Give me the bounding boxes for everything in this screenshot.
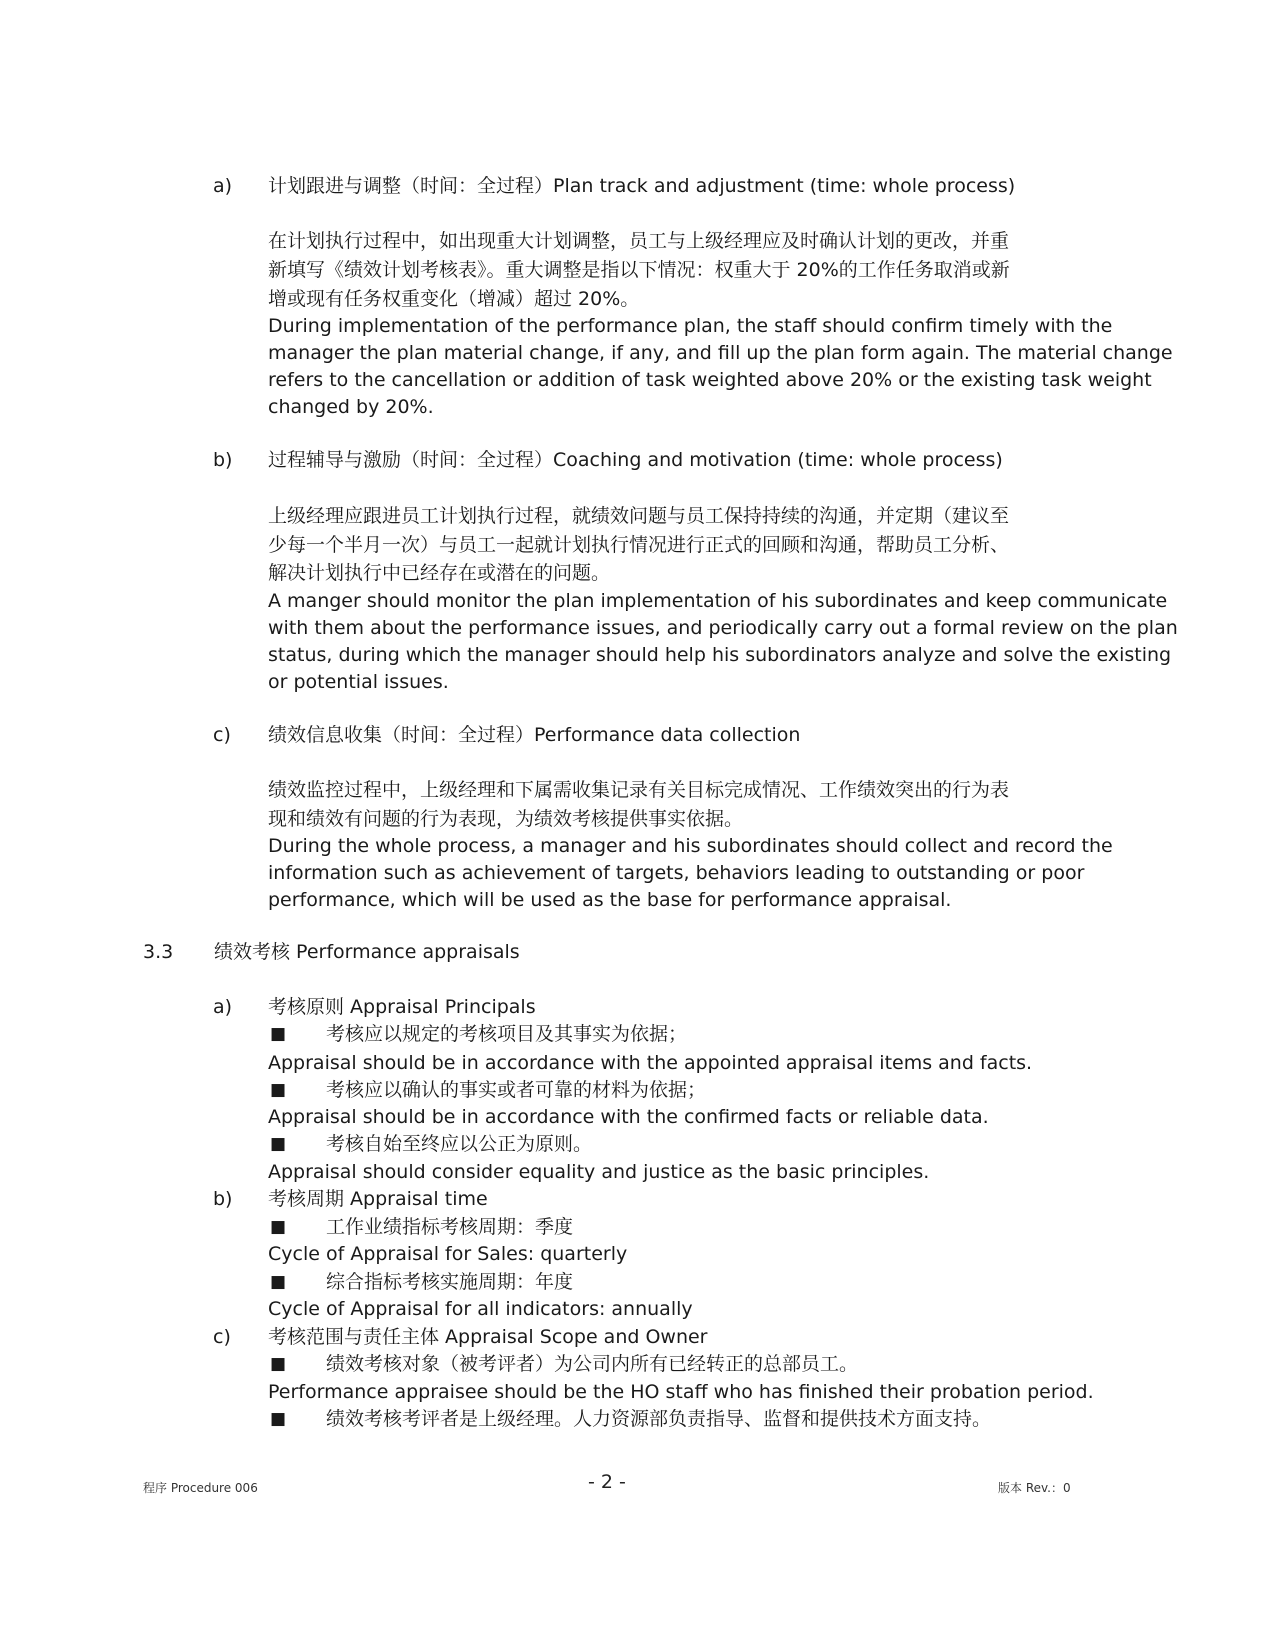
paragraph-cn-line: 现和绩效有问题的行为表现，为绩效考核提供事实依据。 [268,808,744,830]
paragraph-en-line: refers to the cancellation or addition of task weighted above 20% or the existing task weight [268,369,1152,391]
subsection-heading-scope: 考核范围与责任主体 Appraisal Scope and Owner [268,1326,708,1348]
paragraph-en-line: status, during which the manager should help his subordinators analyze and solve the existing [268,644,1172,666]
bullet-en-text: Performance appraisee should be the HO staff who has finished their probation period. [268,1381,1094,1403]
section-heading-b: 过程辅导与激励（时间：全过程）Coaching and motivation (time: whole process) [268,449,1003,471]
paragraph-en-line: manager the plan material change, if any, and fill up the plan form again. The material change [268,342,1173,364]
paragraph-en-line: changed by 20%. [268,396,434,418]
item-marker-a: a) [213,996,233,1018]
section-heading-c: 绩效信息收集（时间：全过程）Performance data collection [268,724,801,746]
footer-revision: 版本 Rev.：0 [998,1481,1071,1495]
paragraph-en-line: A manger should monitor the plan implementation of his subordinates and keep communicate [268,590,1168,612]
paragraph-cn-line: 增或现有任务权重变化（增减）超过 20%。 [268,288,640,310]
bullet-cn-text: 综合指标考核实施周期：年度 [326,1271,574,1293]
bullet-en-text: Appraisal should be in accordance with the confirmed facts or reliable data. [268,1106,989,1128]
square-bullet-icon: ■ [270,1354,287,1374]
square-bullet-icon: ■ [270,1134,287,1154]
paragraph-cn-line: 上级经理应跟进员工计划执行过程，就绩效问题与员工保持持续的沟通，并定期（建议至 [268,505,1010,527]
subsection-heading-time: 考核周期 Appraisal time [268,1188,488,1210]
item-marker-c: c) [213,1326,231,1348]
paragraph-en-line: performance, which will be used as the base for performance appraisal. [268,889,952,911]
bullet-cn-text: 绩效考核考评者是上级经理。人力资源部负责指导、监督和提供技术方面支持。 [326,1408,992,1430]
item-marker-c: c) [213,724,231,746]
bullet-en-text: Appraisal should be in accordance with the appointed appraisal items and facts. [268,1052,1033,1074]
section-heading-a: 计划跟进与调整（时间：全过程）Plan track and adjustment (time: whole process) [268,175,1016,197]
square-bullet-icon: ■ [270,1080,287,1100]
paragraph-en-line: During implementation of the performance plan, the staff should confirm timely with the [268,315,1113,337]
subsection-heading-principals: 考核原则 Appraisal Principals [268,996,536,1018]
paragraph-en-line: During the whole process, a manager and his subordinates should collect and record the [268,835,1113,857]
bullet-cn-text: 考核自始至终应以公正为原则。 [326,1133,593,1155]
bullet-en-text: Cycle of Appraisal for all indicators: annually [268,1298,693,1320]
item-marker-a: a) [213,175,233,197]
paragraph-cn-line: 解决计划执行中已经存在或潜在的问题。 [268,562,611,584]
bullet-cn-text: 考核应以确认的事实或者可靠的材料为依据； [326,1079,707,1101]
paragraph-cn-line: 少每一个半月一次）与员工一起就计划执行情况进行正式的回顾和沟通，帮助员工分析、 [268,534,1010,556]
square-bullet-icon: ■ [270,1024,287,1044]
square-bullet-icon: ■ [270,1217,287,1237]
section-title-3-3: 绩效考核 Performance appraisals [214,941,520,963]
paragraph-en-line: information such as achievement of targets, behaviors leading to outstanding or poor [268,862,1085,884]
square-bullet-icon: ■ [270,1272,287,1292]
bullet-cn-text: 绩效考核对象（被考评者）为公司内所有已经转正的总部员工。 [326,1353,859,1375]
item-marker-b: b) [213,449,233,471]
bullet-cn-text: 考核应以规定的考核项目及其事实为依据； [326,1023,688,1045]
item-marker-b: b) [213,1188,233,1210]
footer-procedure: 程序 Procedure 006 [143,1481,258,1495]
paragraph-cn-line: 在计划执行过程中，如出现重大计划调整，员工与上级经理应及时确认计划的更改，并重 [268,230,1010,252]
page-number: - 2 - [588,1471,626,1493]
paragraph-en-line: with them about the performance issues, and periodically carry out a formal review on the plan [268,617,1178,639]
section-number-3-3: 3.3 [143,941,174,963]
paragraph-en-line: or potential issues. [268,671,449,693]
paragraph-cn-line: 绩效监控过程中，上级经理和下属需收集记录有关目标完成情况、工作绩效突出的行为表 [268,779,1010,801]
paragraph-cn-line: 新填写《绩效计划考核表》。重大调整是指以下情况：权重大于 20%的工作任务取消或新 [268,259,1010,281]
bullet-en-text: Appraisal should consider equality and justice as the basic principles. [268,1161,930,1183]
bullet-en-text: Cycle of Appraisal for Sales: quarterly [268,1243,628,1265]
square-bullet-icon: ■ [270,1409,287,1429]
bullet-cn-text: 工作业绩指标考核周期：季度 [326,1216,574,1238]
